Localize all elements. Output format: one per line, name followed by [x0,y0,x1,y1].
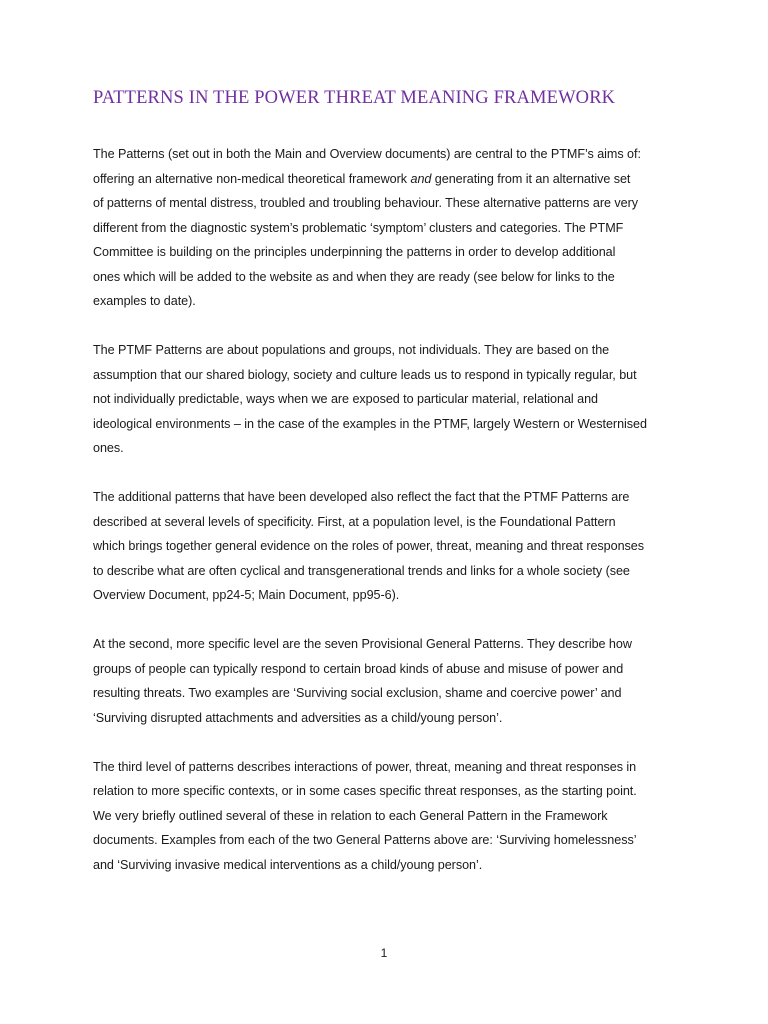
text-line: which brings together general evidence on the roles of power, threat, meaning and threat responses [93,539,644,553]
text-line: ‘Surviving disrupted attachments and adversities as a child/young person’. [93,710,503,725]
paragraph-4 [93,632,683,730]
text-line: documents. Examples from each of the two General Patterns above are: ‘Surviving homelessness’ [93,833,637,847]
text-segment: offering an alternative non-medical theoretical framework [93,171,411,186]
text-line: not individually predictable, ways when we are exposed to particular material, relational and [93,392,598,406]
text-segment: generating from it an alternative set [431,171,631,186]
emphasized-text: and [410,171,432,186]
paragraph-5 [93,755,683,878]
text-line: examples to date). [93,294,196,308]
body-text [93,142,683,902]
text-line: to describe what are often cyclical and transgenerational trends and links for a whole society (see [93,563,630,578]
text-line: We very briefly outlined several of these in relation to each General Pattern in the Framework [93,808,608,823]
paragraph-1 [93,142,683,314]
text-line: resulting threats. Two examples are ‘Surviving social exclusion, shame and coercive power’ and [93,686,622,700]
text-line: and ‘Surviving invasive medical interventions as a child/young person’. [93,857,483,872]
text-line: ones which will be added to the website as and when they are ready (see below for links to the [93,269,615,284]
text-line: The Patterns (set out in both the Main and Overview documents) are central to the PTMF’s aims of: [93,147,641,161]
text-line: At the second, more specific level are the seven Provisional General Patterns. They describe how [93,637,632,651]
text-line [93,167,683,192]
text-line: relation to more specific contexts, or in some cases specific threat responses, as the starting point. [93,784,637,798]
text-line: assumption that our shared biology, society and culture leads us to respond in typically regular, but [93,367,637,382]
text-line: described at several levels of specificity. First, at a population level, is the Foundational Pattern [93,514,616,529]
text-line: Overview Document, pp24-5; Main Document, pp95-6). [93,588,400,602]
text-line: ones. [93,441,124,455]
paragraph-2 [93,338,683,461]
text-line: groups of people can typically respond to certain broad kinds of abuse and misuse of power and [93,661,624,676]
text-line: The third level of patterns describes interactions of power, threat, meaning and threat responses in [93,759,637,774]
text-line: ideological environments – in the case of the examples in the PTMF, largely Western or Westernised [93,416,647,431]
text-line: The additional patterns that have been developed also reflect the fact that the PTMF Patterns are [93,490,630,504]
paragraph-3 [93,485,683,608]
page-title: PATTERNS IN THE POWER THREAT MEANING FRAMEWORK [93,88,616,108]
page-number: 1 [380,946,388,960]
text-line: different from the diagnostic system’s problematic ‘symptom’ clusters and categories. The PTMF [93,220,624,235]
text-line: of patterns of mental distress, troubled and troubling behaviour. These alternative patterns are very [93,196,638,210]
text-line: Committee is building on the principles underpinning the patterns in order to develop additional [93,245,616,259]
text-line: The PTMF Patterns are about populations and groups, not individuals. They are based on the [93,343,610,357]
